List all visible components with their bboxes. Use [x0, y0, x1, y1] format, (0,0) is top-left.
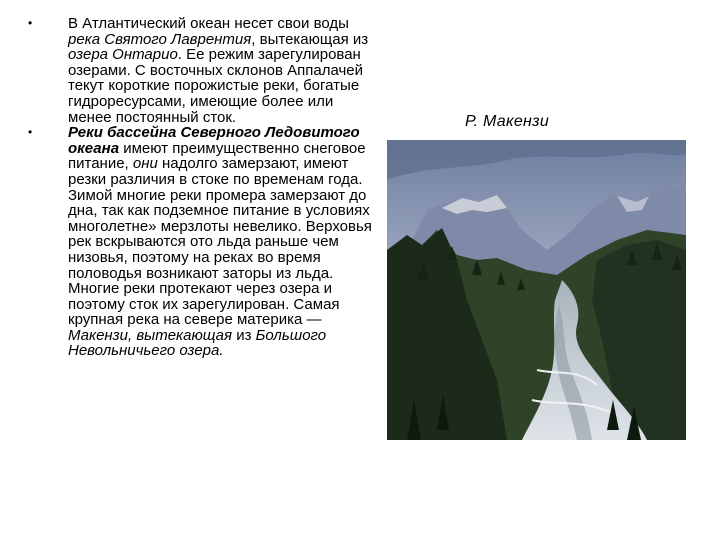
text-segment: , вытекающая из: [251, 30, 369, 48]
bullet-text: [68, 124, 372, 359]
bullet-marker: •: [28, 16, 33, 30]
text-segment-italic: они: [132, 155, 158, 173]
mackenzie-river-photo: [387, 140, 686, 440]
bullet-marker: •: [28, 125, 33, 140]
text-segment: В Атлантический океан несет свои воды: [68, 15, 349, 32]
bullet-st-lawrence: [28, 16, 378, 125]
river-name-mackenzie: Макензи, вытекающая: [68, 326, 233, 344]
bullet-arctic-rivers: [28, 125, 378, 359]
text-bullet-list: [28, 16, 378, 359]
landscape-illustration: [387, 140, 686, 440]
text-segment: . Ее режим зарегулирован озерами. С восточных склонов Аппалачей текут короткие порожистые реки, богатые гидроресурсами, имеющие более или менее постоянный сток.: [68, 46, 363, 126]
bullet-text: [68, 15, 368, 126]
lake-name-great-slave: Большого Невольничьего озера.: [68, 326, 327, 360]
lake-name-ontario: озера Онтарио: [68, 46, 178, 64]
river-name-st-lawrence: река Святого Лаврентия: [68, 30, 252, 48]
photo-caption: Р. Макензи: [465, 113, 550, 130]
text-segment: надолго замерзают, имеют резки различия в стоке по временам года. Зимой многие реки промера замерзают до дна, так как подземное питание в условиях многолетне» мерзлоты невелико. Верховья рек вскрываются ото льда раньше чем низовья, поэтому на реках во время половодья возникают заторы из льда. Многие реки протекают через озера и поэтому сток их зарегулирован. Самая крупная река на севере материка —: [68, 155, 372, 329]
text-segment: имеют преимущественно снеговое питание,: [68, 139, 366, 173]
arctic-basin-heading: Реки бассейна Северного Ледовитого океана: [68, 124, 360, 157]
text-segment: из: [232, 326, 256, 344]
